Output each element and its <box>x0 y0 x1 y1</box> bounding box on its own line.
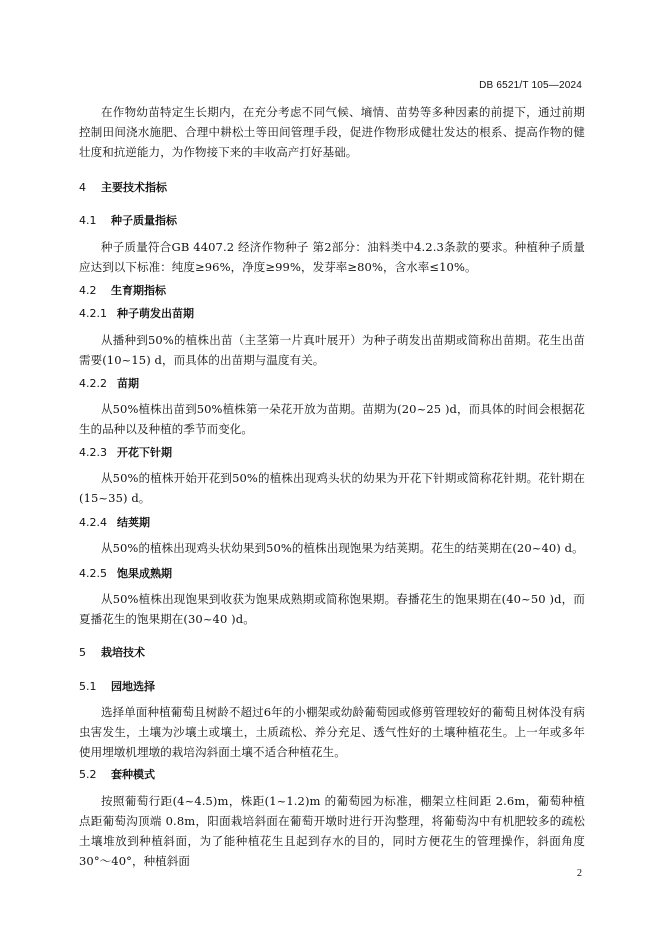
section-title: 种子质量指标 <box>111 214 177 227</box>
section-4-1-paragraph: 种子质量符合GB 4407.2 经济作物种子 第2部分：油料类中4.2.3条款的要求。种植种子质量应达到以下标准：纯度≥96%，净度≥99%，发芽率≥80%，含水率≤10%。 <box>79 240 585 274</box>
page-number: 2 <box>577 868 582 879</box>
section-5-2-heading <box>79 767 155 783</box>
section-4-2-4-paragraph: 从50%的植株出现鸡头状幼果到50%的植株出现饱果为结荚期。花生的结荚期在(20~40) d。 <box>101 541 584 555</box>
section-4-heading <box>79 180 167 196</box>
section-4-2-1-paragraph: 从播种到50%的植株出苗（主茎第一片真叶展开）为种子萌发出苗期或简称出苗期。花生出苗需要(10~15) d，而具体的出苗期与温度有关。 <box>79 333 585 367</box>
section-title: 饱果成熟期 <box>117 567 172 580</box>
section-title: 结荚期 <box>117 516 150 529</box>
section-5-1-heading <box>79 679 155 695</box>
section-number: 4.2.4 <box>79 516 107 529</box>
section-4-2-3-paragraph: 从50%的植株开始开花到50%的植株出现鸡头状的幼果为开花下针期或简称花针期。花针期在(15~35) d。 <box>79 471 585 505</box>
intro-paragraph: 在作物幼苗特定生长期内，在充分考虑不同气候、墒情、苗势等多种因素的前提下，通过前期控制田间浇水施肥、合理中耕松土等田间管理手段，促进作物形成健壮发达的根系、提高作物的健壮度和抗逆能力，为作物接下来的丰收高产打好基础。 <box>79 105 585 159</box>
section-title: 种子萌发出苗期 <box>117 307 194 320</box>
document-code: DB 6521/T 105—2024 <box>479 80 582 91</box>
section-4-2-4-heading <box>79 515 150 531</box>
section-title: 苗期 <box>117 377 139 390</box>
section-5-1-paragraph: 选择单面种植葡萄且树龄不超过6年的小棚架或幼龄葡萄园或修剪管理较好的葡萄且树体没有病虫害发生，土壤为沙壤土或壤土，土质疏松、养分充足、透气性好的土壤种植花生。上一年或多年使用埋墩机埋墩的栽培沟斜面土壤不适合种植花生。 <box>79 705 585 759</box>
section-title: 栽培技术 <box>101 646 145 659</box>
section-4-2-1-heading <box>79 306 194 322</box>
section-number: 4.2.1 <box>79 307 107 320</box>
section-number: 4.1 <box>79 214 97 227</box>
section-4-2-3-heading <box>79 445 172 461</box>
section-4-2-2-paragraph: 从50%植株出苗到50%植株第一朵花开放为苗期。苗期为(20~25 )d，而具体的时间会根据花生的品种以及种植的季节而变化。 <box>79 402 585 436</box>
section-title: 园地选择 <box>111 680 155 693</box>
section-number: 5.1 <box>79 680 97 693</box>
section-title: 套种模式 <box>111 768 155 781</box>
section-title: 主要技术指标 <box>101 181 167 194</box>
section-5-heading <box>79 645 145 661</box>
section-4-1-heading <box>79 213 177 229</box>
section-title: 生育期指标 <box>111 284 166 297</box>
section-number: 4.2.2 <box>79 377 107 390</box>
section-number: 5.2 <box>79 768 97 781</box>
section-title: 开花下针期 <box>117 446 172 459</box>
section-number: 4.2 <box>79 284 97 297</box>
section-number: 4 <box>79 181 86 194</box>
section-number: 4.2.5 <box>79 567 107 580</box>
section-5-2-paragraph: 按照葡萄行距(4~4.5)m，株距(1~1.2)m 的葡萄园为标准，棚架立柱间距 2.6m，葡萄种植点距葡萄沟顶端 0.8m，阳面栽培斜面在葡萄开墩时进行开沟整理，将葡萄沟中有机肥较多的疏松土壤堆放到种植斜面，为了能种植花生且起到存水的目的，同时方便花生的管理操作，斜面角度 30°～40°，种植斜面 <box>79 794 585 868</box>
section-number: 4.2.3 <box>79 446 107 459</box>
section-4-2-5-paragraph: 从50%植株出现饱果到收获为饱果成熟期或简称饱果期。春播花生的饱果期在(40~50 )d，而夏播花生的饱果期在(30~40 )d。 <box>79 592 585 626</box>
section-number: 5 <box>79 646 86 659</box>
section-4-2-2-heading <box>79 376 139 392</box>
section-4-2-heading <box>79 283 166 299</box>
section-4-2-5-heading <box>79 566 172 582</box>
